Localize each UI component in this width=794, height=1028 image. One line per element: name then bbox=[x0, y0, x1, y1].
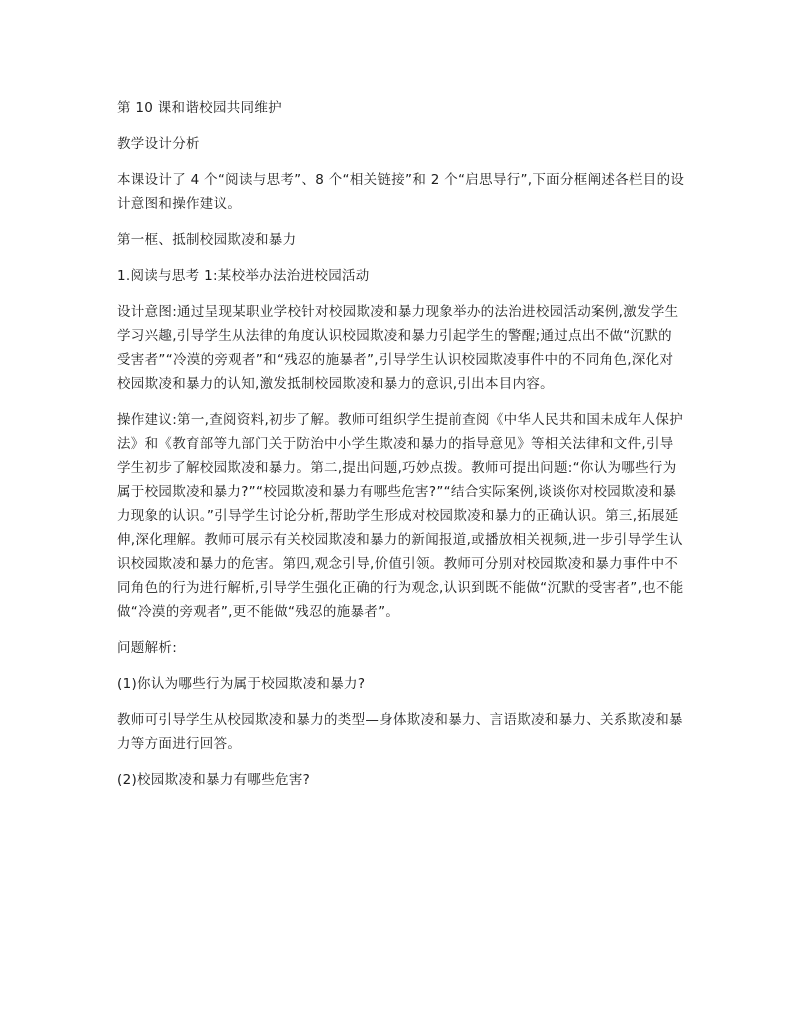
answer-1: 教师可引导学生从校园欺凌和暴力的类型—身体欺凌和暴力、言语欺凌和暴力、关系欺凌和暴力等方面进行回答。 bbox=[117, 712, 683, 752]
lesson-title: 第 10 课和谐校园共同维护 bbox=[117, 100, 282, 116]
item-heading: 1.阅读与思考 1:某校举办法治进校园活动 bbox=[117, 268, 370, 284]
frame-heading: 第一框、抵制校园欺凌和暴力 bbox=[117, 232, 297, 248]
document-content bbox=[117, 96, 685, 804]
analysis-heading: 问题解析: bbox=[117, 640, 178, 656]
intro-paragraph: 本课设计了 4 个“阅读与思考”、8 个“相关链接”和 2 个“启思导行”,下面分框阐述各栏目的设计意图和操作建议。 bbox=[117, 172, 685, 212]
operation-advice-paragraph: 操作建议:第一,查阅资料,初步了解。教师可组织学生提前查阅《中华人民共和国未成年人保护法》和《教育部等九部门关于防治中小学生欺凌和暴力的指导意见》等相关法律和文件,引导学生初步了解校园欺凌和暴力。第二,提出问题,巧妙点拨。教师可提出问题:“你认为哪些行为属于校园欺凌和暴力?”“校园欺凌和暴力有哪些危害?”“结合实际案例,谈谈你对校园欺凌和暴力现象的认识。”引导学生讨论分析,帮助学生形成对校园欺凌和暴力的正确认识。第三,拓展延伸,深化理解。教师可展示有关校园欺凌和暴力的新闻报道,或播放相关视频,进一步引导学生认识校园欺凌和暴力的危害。第四,观念引导,价值引领。教师可分别对校园欺凌和暴力事件中不同角色的行为进行解析,引导学生强化正确的行为观念,认识到既不能做“沉默的受害者”,也不能做“冷漠的旁观者”,更不能做“残忍的施暴者”。 bbox=[117, 412, 684, 620]
question-1: (1)你认为哪些行为属于校园欺凌和暴力? bbox=[117, 676, 366, 692]
section-heading: 教学设计分析 bbox=[117, 136, 200, 152]
question-2: (2)校园欺凌和暴力有哪些危害? bbox=[117, 772, 311, 788]
design-intent-paragraph: 设计意图:通过呈现某职业学校针对校园欺凌和暴力现象举办的法治进校园活动案例,激发学生学习兴趣,引导学生从法律的角度认识校园欺凌和暴力引起学生的警醒;通过点出不做“沉默的受害者”“冷漠的旁观者”和“残忍的施暴者”,引导学生认识校园欺凌事件中的不同角色,深化对校园欺凌和暴力的认知,激发抵制校园欺凌和暴力的意识,引出本目内容。 bbox=[117, 304, 679, 392]
